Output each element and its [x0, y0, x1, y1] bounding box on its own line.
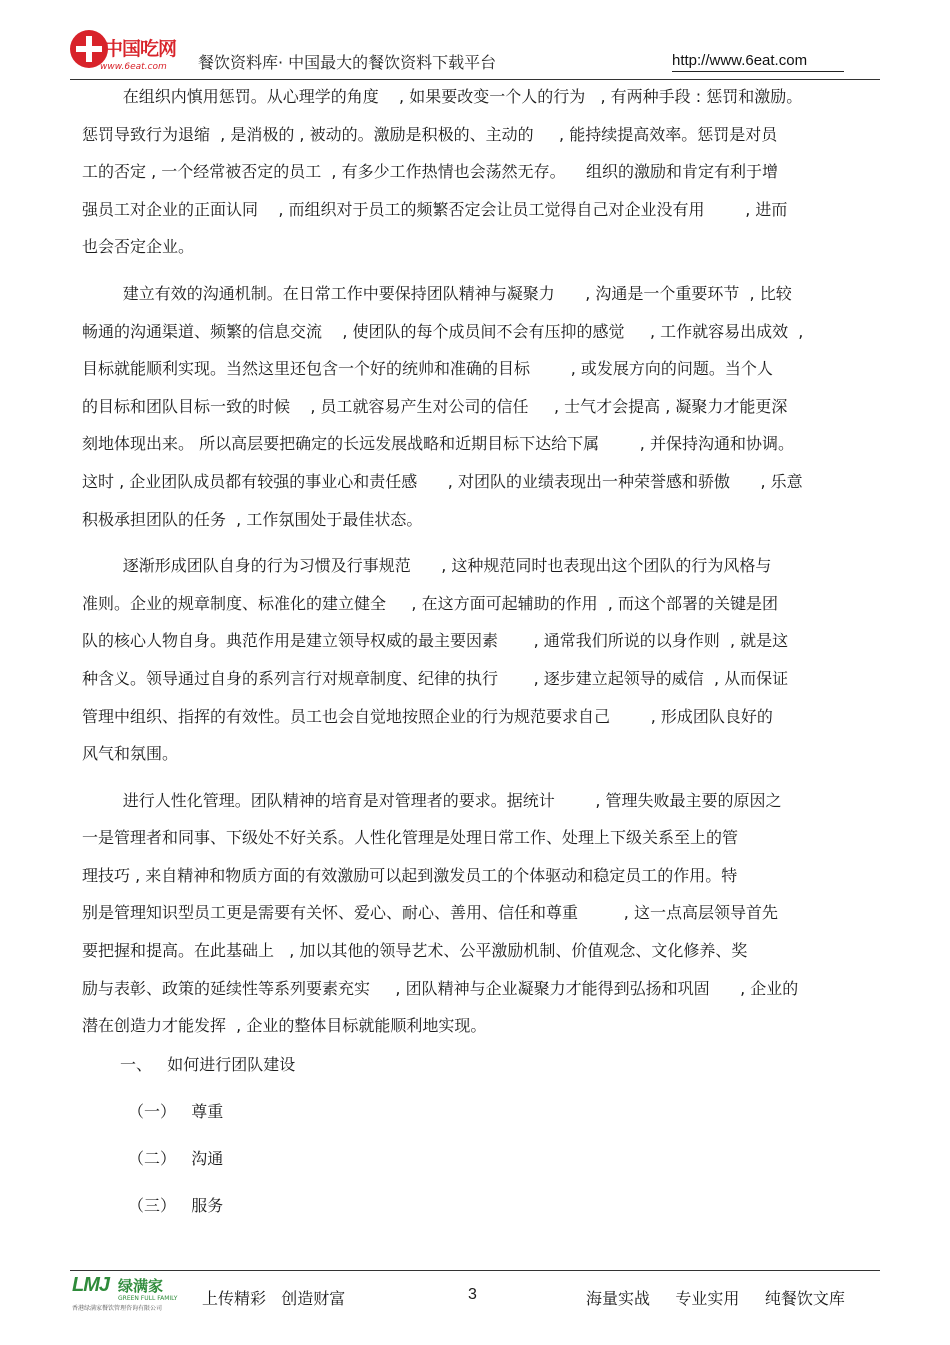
text-line: 潜在创造力才能发挥 , 企业的整体目标就能顺利地实现。 — [82, 1016, 487, 1036]
document-body — [82, 78, 882, 1045]
text-line: 积极承担团队的任务 , 工作氛围处于最佳状态。 — [82, 509, 423, 529]
site-logo[interactable] — [70, 28, 190, 76]
brand-logo — [72, 1274, 202, 1314]
text-line: 风气和氛围。 — [82, 744, 179, 764]
footer-divider — [70, 1270, 880, 1271]
page-footer — [0, 1262, 950, 1322]
outline-item-communication: （二） 沟通 — [128, 1149, 224, 1168]
text-line: 惩罚导致行为退缩 , 是消极的 , 被动的。激励是积极的、主动的 , 能持续提高效率。惩罚是对员 — [82, 124, 778, 144]
page-header — [0, 0, 950, 82]
text-line: 畅通的沟通渠道、频繁的信息交流 , 使团队的每个成员间不会有压抑的感觉 , 工作就容易出成效 , — [82, 321, 804, 341]
header-url-underline — [672, 71, 844, 72]
text-line: 这时 , 企业团队成员都有较强的事业心和责任感 , 对团队的业绩表现出一种荣誉感和骄傲 , 乐意 — [82, 471, 803, 491]
text-line: 别是管理知识型员工更是需要有关怀、爱心、耐心、善用、信任和尊重 , 这一点高层领导首先 — [82, 903, 778, 923]
outline-item-service: （三） 服务 — [128, 1196, 224, 1215]
text-line: 也会否定企业。 — [82, 237, 195, 257]
text-line: 要把握和提高。在此基础上 , 加以其他的领导艺术、公平激励机制、价值观念、文化修养、奖 — [82, 941, 748, 961]
text-line: 逐渐形成团队自身的行为习惯及行事规范 , 这种规范同时也表现出这个团队的行为风格与 — [82, 556, 772, 576]
text-line: 励与表彰、政策的延续性等系列要素充实 , 团队精神与企业凝聚力才能得到弘扬和巩固 , 企业的 — [82, 978, 799, 998]
outline-item-respect: （一） 尊重 — [128, 1102, 224, 1121]
brand-mark: LMJ — [72, 1274, 109, 1296]
paragraph-communication — [82, 275, 882, 538]
logo-url: www.6eat.com — [100, 62, 167, 72]
paragraph-humanized-management — [82, 782, 882, 1045]
paragraph-norms — [82, 547, 882, 773]
text-line: 一是管理者和同事、下级处不好关系。人性化管理是处理日常工作、处理上下级关系至上的管 — [82, 828, 739, 848]
text-line: 准则。企业的规章制度、标准化的建立健全 , 在这方面可起辅助的作用 , 而这个部署的关键是团 — [82, 593, 778, 613]
text-line: 管理中组织、指挥的有效性。员工也会自觉地按照企业的行为规范要求自己 , 形成团队良好的 — [82, 706, 773, 726]
brand-name: 绿满家 — [118, 1277, 164, 1295]
text-line: 目标就能顺利实现。当然这里还包含一个好的统帅和准确的目标 , 或发展方向的问题。当个人 — [82, 359, 773, 379]
text-line: 理技巧 , 来自精神和物质方面的有效激励可以起到激发员工的个体驱动和稳定员工的作用。特 — [82, 865, 738, 885]
brand-english: GREEN FULL FAMILY — [118, 1295, 178, 1302]
footer-slogan: 上传精彩 创造财富 — [202, 1289, 346, 1308]
text-line: 强员工对企业的正面认同 , 而组织对于员工的频繁否定会让员工觉得自己对企业没有用 , 进而 — [82, 199, 788, 219]
page-number: 3 — [468, 1286, 477, 1303]
text-line: 在组织内慎用惩罚。从心理学的角度 , 如果要改变一个人的行为 , 有两种手段 : 惩罚和激励。 — [82, 87, 803, 106]
text-line: 进行人性化管理。团队精神的培育是对管理者的要求。据统计 , 管理失败最主要的原因之 — [82, 790, 782, 810]
paragraph-punishment — [82, 78, 882, 266]
brand-company: 香港绿满家餐饮管理咨询有限公司 — [72, 1305, 163, 1312]
text-line: 工的否定 , 一个经常被否定的员工 , 有多少工作热情也会荡然无存。 组织的激励和肯定有利于增 — [82, 162, 778, 182]
footer-tagline: 海量实战 专业实用 纯餐饮文库 — [586, 1289, 845, 1308]
text-line: 种含义。领导通过自身的系列言行对规章制度、纪律的执行 , 逐步建立起领导的威信 , 从而保证 — [82, 668, 789, 688]
outline-heading: 一、 如何进行团队建设 — [120, 1055, 296, 1074]
text-line: 建立有效的沟通机制。在日常工作中要保持团队精神与凝聚力 , 沟通是一个重要环节 , 比较 — [82, 283, 792, 303]
header-title: 餐饮资料库· 中国最大的餐饮资料下载平台 — [198, 53, 497, 72]
text-line: 队的核心人物自身。典范作用是建立领导权威的最主要因素 , 通常我们所说的以身作则 , 就是这 — [82, 631, 789, 651]
text-line: 的目标和团队目标一致的时候 , 员工就容易产生对公司的信任 , 士气才会提高 , 凝聚力才能更深 — [82, 396, 788, 416]
logo-text: 中国吃网 — [104, 38, 177, 60]
header-url-link[interactable]: http://www.6eat.com — [672, 52, 808, 69]
text-line: 刻地体现出来。 所以高层要把确定的长远发展战略和近期目标下达给下属 , 并保持沟通和协调。 — [82, 434, 794, 454]
